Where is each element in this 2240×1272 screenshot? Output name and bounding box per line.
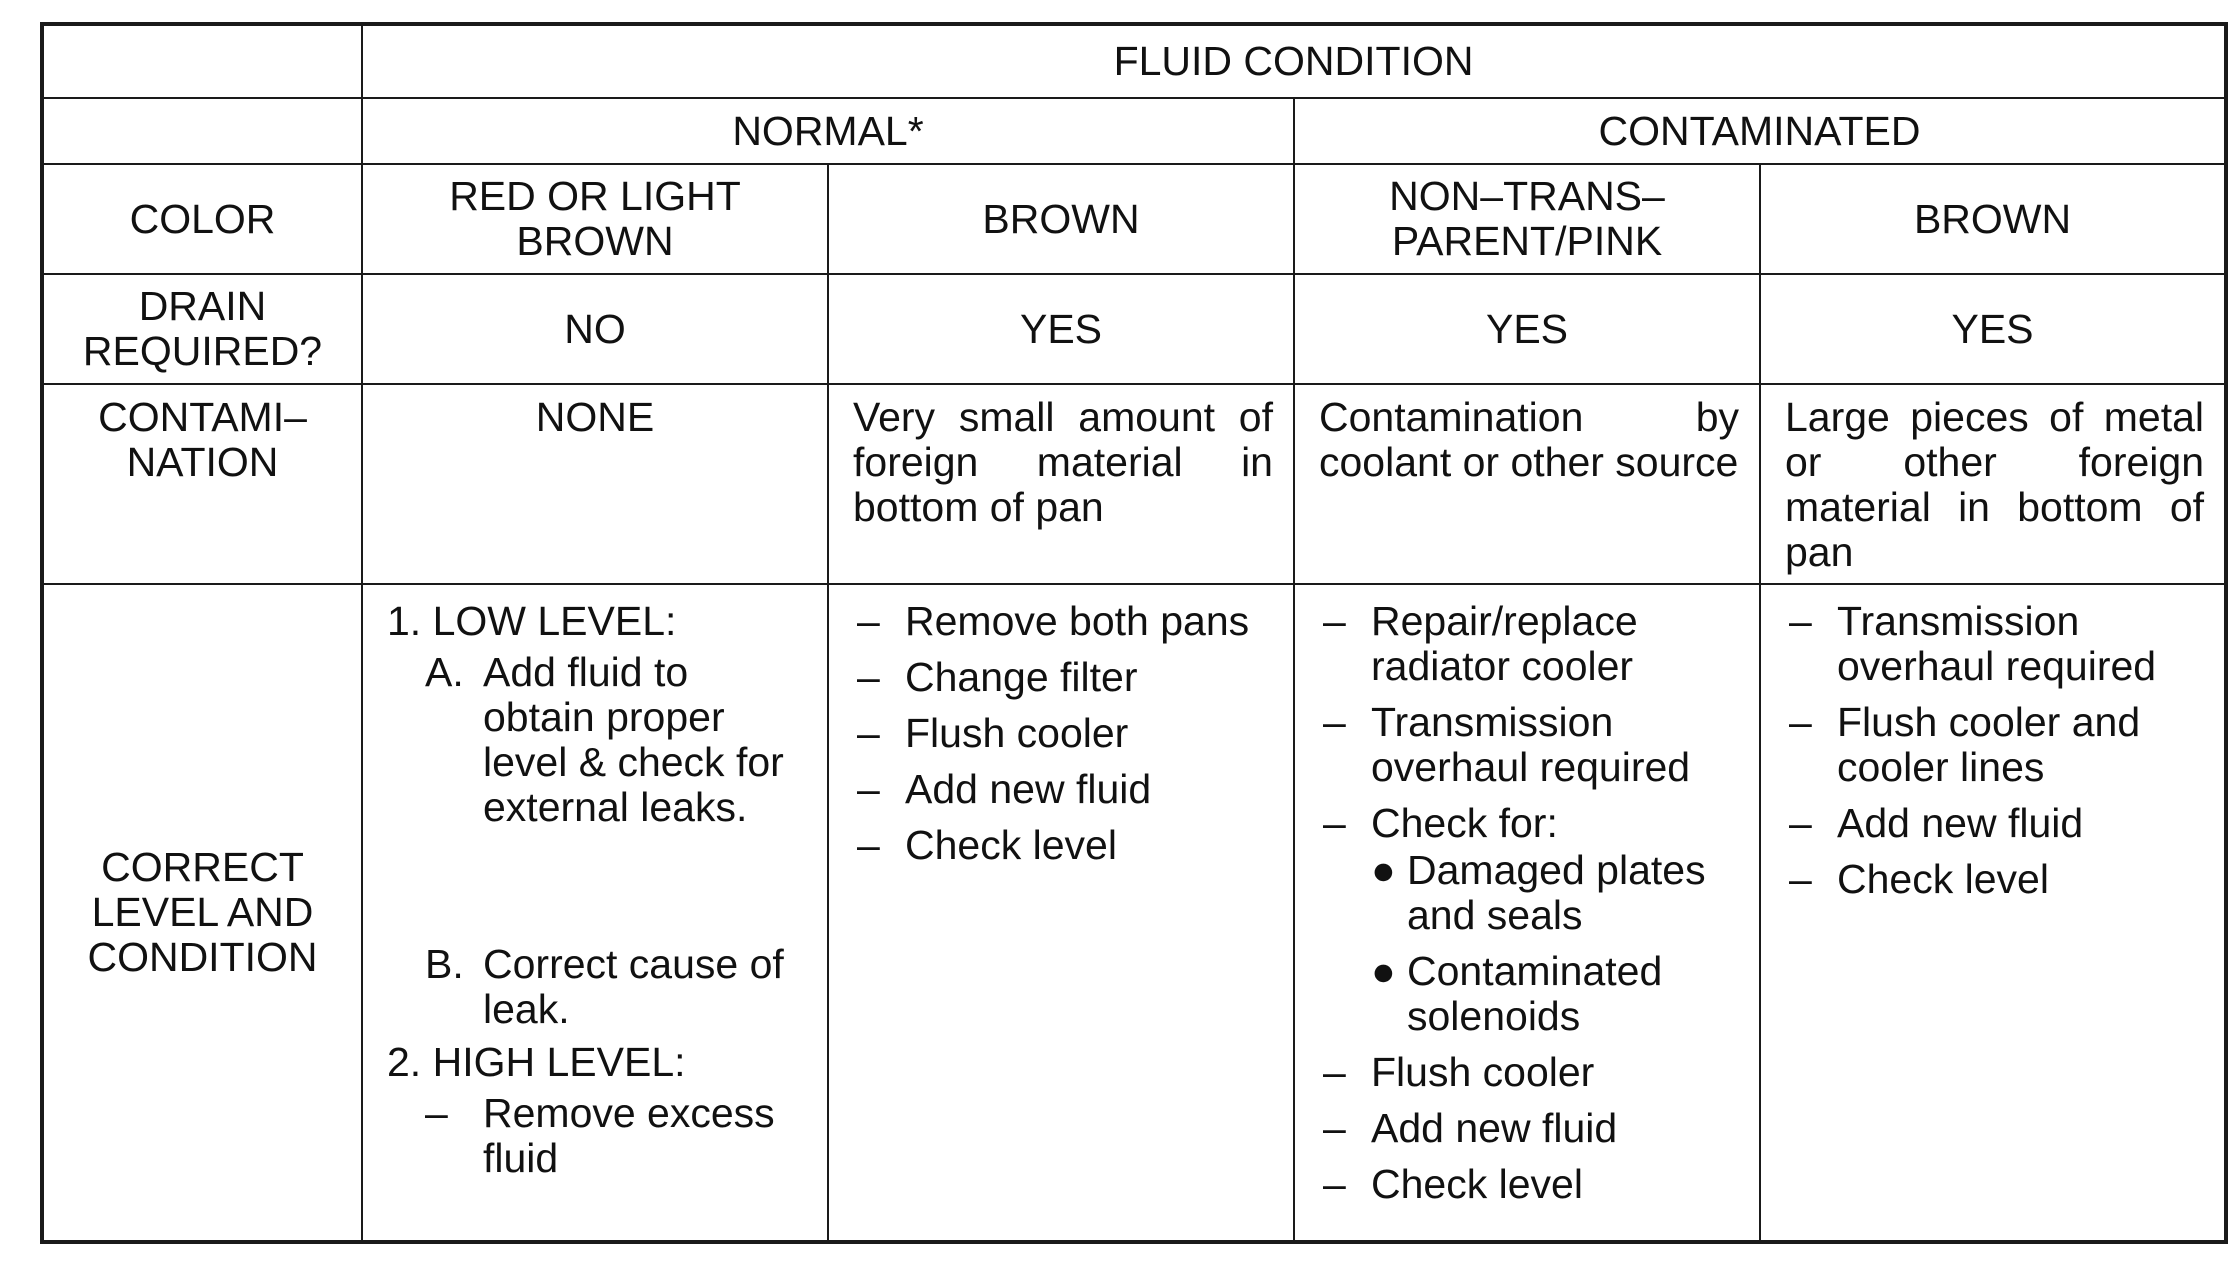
list-item-text: Change filter <box>905 654 1138 700</box>
list-item-text: Check level <box>1837 856 2049 902</box>
step-text: Add fluid to obtain proper level & check for external leaks. <box>483 649 784 830</box>
list-item-text: Add new fluid <box>905 766 1152 812</box>
corner-cell-top <box>42 24 362 98</box>
dash-marker: – <box>1789 856 1812 902</box>
header-row-fluid-condition <box>42 24 2226 98</box>
color-cell-line: RED OR LIGHT <box>449 173 741 219</box>
contamination-label-line: CONTAMI– <box>98 394 307 440</box>
color-cell-normal-brown: BROWN <box>828 164 1294 274</box>
step-text: Remove excess fluid <box>483 1090 775 1181</box>
dash-marker: – <box>1789 699 1812 745</box>
color-cell-line: BROWN <box>516 218 674 264</box>
dash-marker: – <box>857 710 880 756</box>
low-level-step-b <box>387 942 811 1032</box>
list-item <box>853 767 1277 812</box>
list-item-text: Flush cooler <box>1371 1049 1595 1095</box>
drain-cell-normal-brown: YES <box>828 274 1294 384</box>
list-item <box>1319 1162 1743 1207</box>
list-item <box>1319 1106 1743 1151</box>
correct-level-label-line: CONDITION <box>87 934 318 980</box>
dash-marker: – <box>425 1090 448 1136</box>
dash-marker: – <box>857 766 880 812</box>
dash-marker: – <box>1789 598 1812 644</box>
list-item <box>1785 599 2208 689</box>
drain-row <box>42 274 2226 384</box>
high-level-item <box>387 1091 811 1181</box>
list-item-text: Repair/replace radiator cooler <box>1371 598 1638 689</box>
step-text: Correct cause of leak. <box>483 941 784 1032</box>
color-cell-contaminated-brown: BROWN <box>1760 164 2226 274</box>
list-item <box>853 823 1277 868</box>
color-cell-line: NON–TRANS– <box>1389 173 1665 219</box>
dash-marker: – <box>1323 699 1346 745</box>
fluid-condition-table-wrapper <box>40 22 2224 1240</box>
list-item-text: Transmission overhaul required <box>1837 598 2157 689</box>
correct-level-label <box>42 584 362 1242</box>
bullet-icon: ● <box>1371 847 1396 893</box>
list-item <box>1319 801 1743 1039</box>
procedure-normal-brown <box>828 584 1294 1242</box>
dash-marker: – <box>1323 1161 1346 1207</box>
list-item-text: Check level <box>905 822 1117 868</box>
dash-marker: – <box>1323 1105 1346 1151</box>
list-item <box>1319 700 1743 790</box>
dash-marker: – <box>857 598 880 644</box>
list-item-text: Transmission overhaul required <box>1371 699 1691 790</box>
drain-cell-contaminated-brown: YES <box>1760 274 2226 384</box>
color-cell-contaminated-pink <box>1294 164 1760 274</box>
list-item-text: Add new fluid <box>1371 1105 1618 1151</box>
list-item-text: Check for: <box>1371 800 1558 846</box>
procedure-list <box>853 599 1277 868</box>
procedure-list <box>1785 599 2208 902</box>
contamination-cell-contaminated-brown: Large pieces of metal or other foreign material in bottom of pan <box>1760 384 2226 584</box>
contamination-cell-normal-red: NONE <box>362 384 828 584</box>
drain-cell-contaminated-pink: YES <box>1294 274 1760 384</box>
fluid-condition-table <box>40 22 2228 1244</box>
dash-marker: – <box>857 654 880 700</box>
normal-header: NORMAL* <box>362 98 1294 164</box>
list-item-text: Flush cooler <box>905 710 1129 756</box>
drain-label-line: REQUIRED? <box>82 328 323 374</box>
header-row-categories <box>42 98 2226 164</box>
procedure-normal-red <box>362 584 828 1242</box>
sublist-item-text: Contaminated solenoids <box>1407 948 1663 1039</box>
contamination-label <box>42 384 362 584</box>
color-label: COLOR <box>42 164 362 274</box>
list-item <box>853 599 1277 644</box>
check-for-sublist <box>1371 848 1743 1039</box>
list-item <box>853 655 1277 700</box>
list-item-text: Add new fluid <box>1837 800 2084 846</box>
dash-marker: – <box>1323 800 1346 846</box>
fluid-condition-header: FLUID CONDITION <box>362 24 2226 98</box>
step-marker: A. <box>425 649 464 695</box>
color-cell-normal-red <box>362 164 828 274</box>
correct-level-label-line: CORRECT <box>101 844 304 890</box>
step-marker: B. <box>425 941 464 987</box>
list-item <box>1785 801 2208 846</box>
sublist-item <box>1371 949 1743 1039</box>
sublist-item-text: Damaged plates and seals <box>1407 847 1706 938</box>
dash-marker: – <box>1789 800 1812 846</box>
list-item <box>1319 1050 1743 1095</box>
contamination-label-line: NATION <box>126 439 279 485</box>
spacer <box>387 838 811 942</box>
list-item <box>1785 700 2208 790</box>
low-level-step-a <box>387 650 811 830</box>
sublist-item <box>1371 848 1743 938</box>
list-item-text: Check level <box>1371 1161 1583 1207</box>
contamination-cell-normal-brown: Very small amount of foreign material in bottom of pan <box>828 384 1294 584</box>
dash-marker: – <box>1323 1049 1346 1095</box>
procedure-contaminated-brown <box>1760 584 2226 1242</box>
color-cell-line: PARENT/PINK <box>1391 218 1663 264</box>
list-item <box>853 711 1277 756</box>
dash-marker: – <box>857 822 880 868</box>
contamination-cell-contaminated-pink: Contamination by coolant or other source <box>1294 384 1760 584</box>
color-row <box>42 164 2226 274</box>
correct-level-label-line: LEVEL AND <box>91 889 314 935</box>
list-item <box>1319 599 1743 689</box>
contamination-row <box>42 384 2226 584</box>
contaminated-header: CONTAMINATED <box>1294 98 2226 164</box>
correct-level-row <box>42 584 2226 1242</box>
bullet-icon: ● <box>1371 948 1396 994</box>
procedure-contaminated-pink <box>1294 584 1760 1242</box>
low-level-heading: 1. LOW LEVEL: <box>387 598 677 644</box>
procedure-list <box>1319 599 1743 1207</box>
list-item-text: Remove both pans <box>905 598 1250 644</box>
corner-cell-second <box>42 98 362 164</box>
list-item <box>1785 857 2208 902</box>
drain-cell-normal-red: NO <box>362 274 828 384</box>
list-item-text: Flush cooler and cooler lines <box>1837 699 2141 790</box>
high-level-heading: 2. HIGH LEVEL: <box>387 1039 686 1085</box>
drain-label <box>42 274 362 384</box>
dash-marker: – <box>1323 598 1346 644</box>
drain-label-line: DRAIN <box>138 283 267 329</box>
